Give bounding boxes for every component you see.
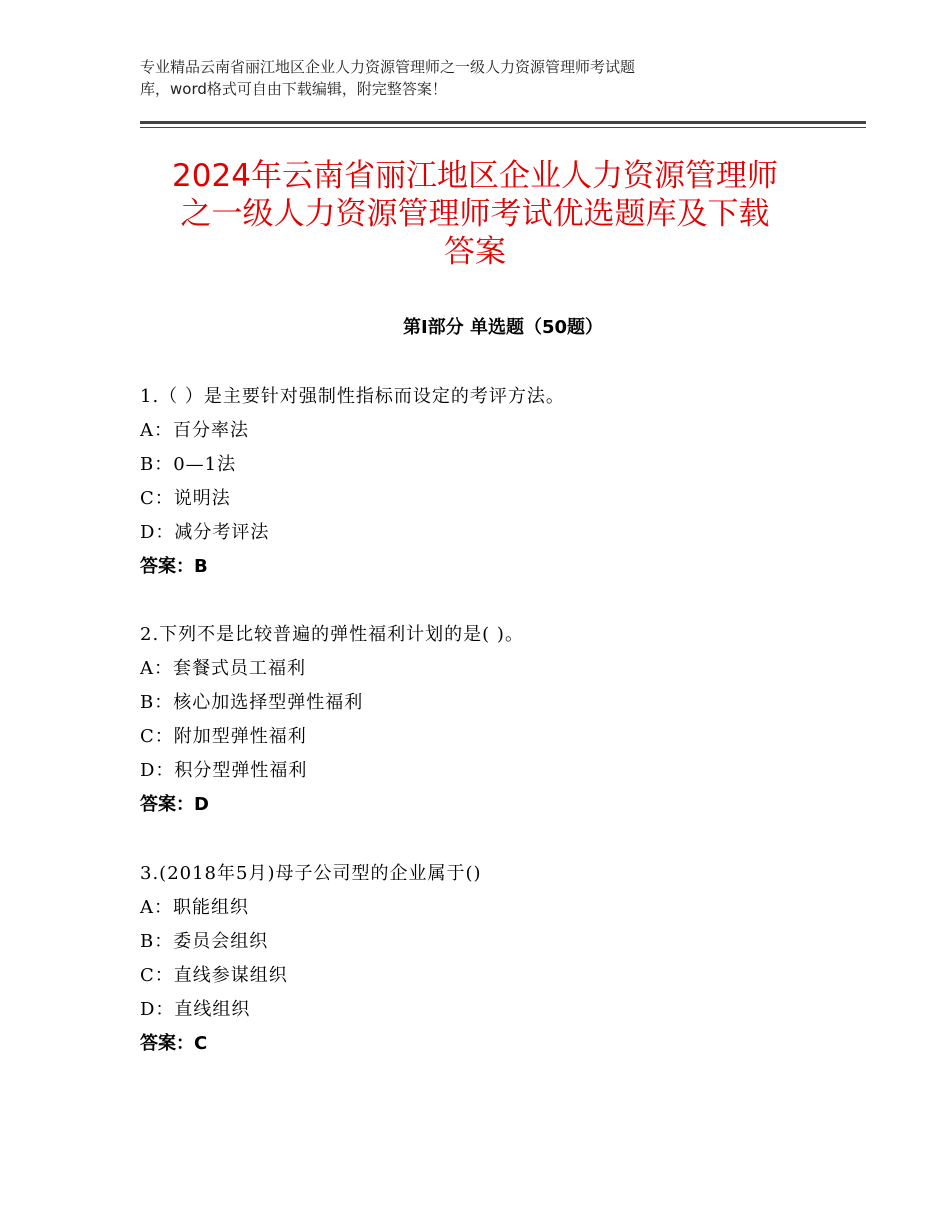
answer-label: 答案：D [140,794,209,815]
option-c: C：附加型弹性福利 [140,726,307,747]
answer-label: 答案：C [140,1033,208,1054]
header-note [140,56,780,100]
header-divider-thin [140,127,866,128]
question-item [140,618,870,822]
answer-label: 答案：B [140,556,208,577]
option-c: C：说明法 [140,488,231,509]
title-line: 之一级人力资源管理师考试优选题库及下载 [180,196,770,232]
option-a: A：百分率法 [140,420,249,441]
document-title [120,157,830,271]
header-note-line: 专业精品云南省丽江地区企业人力资源管理师之一级人力资源管理师考试题 [140,58,636,76]
header-divider-thick [140,121,866,124]
option-b: B：核心加选择型弹性福利 [140,692,364,713]
option-d: D：直线组织 [140,999,251,1020]
option-a: A：套餐式员工福利 [140,658,306,679]
question-stem: 3.(2018年5月)母子公司型的企业属于() [140,863,482,884]
option-b: B：委员会组织 [140,931,269,952]
option-d: D：积分型弹性福利 [140,760,308,781]
section-title: 第Ⅰ部分 单选题（50题） [402,317,603,338]
header-note-line: 库，word格式可自由下载编辑，附完整答案！ [140,80,447,98]
option-d: D：减分考评法 [140,522,270,543]
question-stem: 2.下列不是比较普遍的弹性福利计划的是( )。 [140,624,524,645]
option-b: B：0—1法 [140,454,237,475]
title-line: 答案 [444,234,506,270]
option-a: A：职能组织 [140,897,249,918]
option-c: C：直线参谋组织 [140,965,288,986]
title-line: 2024年云南省丽江地区企业人力资源管理师 [172,158,778,194]
question-stem: 1.（ ）是主要针对强制性指标而设定的考评方法。 [140,386,565,407]
question-item [140,380,870,584]
question-item [140,857,870,1061]
